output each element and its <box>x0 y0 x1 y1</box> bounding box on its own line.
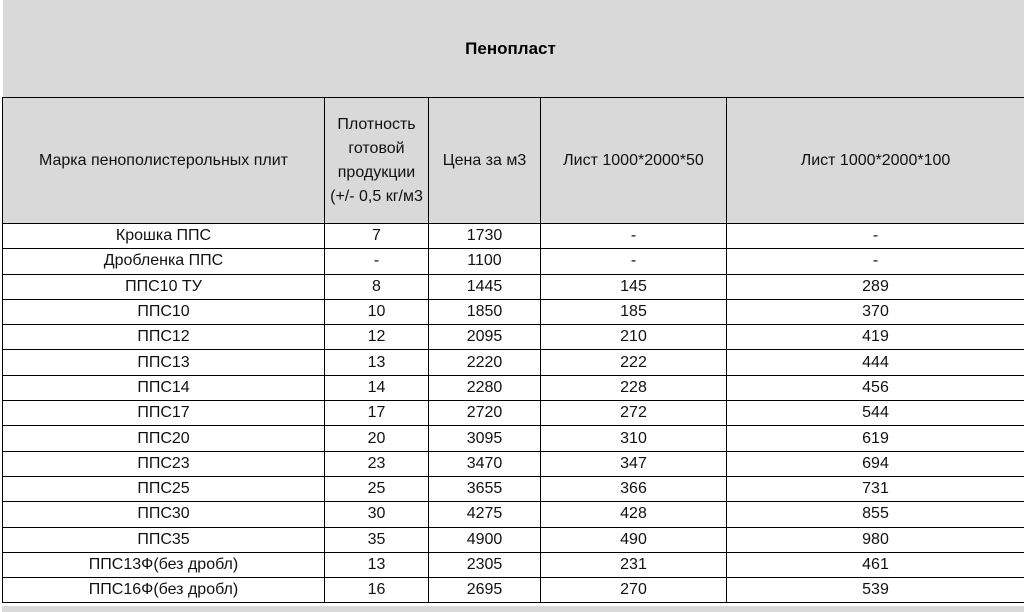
cell-sheet-100: 694 <box>727 451 1024 476</box>
cell-sheet-50: 490 <box>541 527 727 552</box>
table-row <box>3 299 1024 324</box>
price-table <box>2 97 1024 603</box>
cell-brand: ППС13Ф(без дробл) <box>3 552 325 577</box>
cell-brand: ППС10 <box>3 299 325 324</box>
table-body <box>3 224 1024 603</box>
cell-sheet-50: 231 <box>541 552 727 577</box>
cell-sheet-50: 228 <box>541 375 727 400</box>
cell-price: 1850 <box>429 299 541 324</box>
table-row <box>3 249 1024 274</box>
cell-sheet-50: 272 <box>541 401 727 426</box>
cell-brand: ППС16Ф(без дробл) <box>3 578 325 603</box>
cell-density: 35 <box>325 527 429 552</box>
cell-price: 2695 <box>429 578 541 603</box>
cell-sheet-50: - <box>541 249 727 274</box>
table-row <box>3 502 1024 527</box>
cell-sheet-50: 185 <box>541 299 727 324</box>
cell-brand: ППС13 <box>3 350 325 375</box>
cell-sheet-100: 731 <box>727 476 1024 501</box>
cell-sheet-100: 855 <box>727 502 1024 527</box>
cell-sheet-50: 366 <box>541 476 727 501</box>
cell-sheet-50: 222 <box>541 350 727 375</box>
cell-brand: Дробленка ППС <box>3 249 325 274</box>
bottom-band <box>2 606 1024 612</box>
cell-brand: ППС17 <box>3 401 325 426</box>
table-row <box>3 578 1024 603</box>
cell-sheet-100: 461 <box>727 552 1024 577</box>
cell-price: 2095 <box>429 325 541 350</box>
cell-sheet-100: 544 <box>727 401 1024 426</box>
column-header-brand: Марка пенополистерольных плит <box>3 98 325 224</box>
cell-sheet-100: 456 <box>727 375 1024 400</box>
cell-sheet-100: - <box>727 224 1024 249</box>
cell-density: 13 <box>325 350 429 375</box>
cell-sheet-50: 310 <box>541 426 727 451</box>
column-header-sheet-50: Лист 1000*2000*50 <box>541 98 727 224</box>
cell-price: 2305 <box>429 552 541 577</box>
cell-density: 17 <box>325 401 429 426</box>
cell-density: 20 <box>325 426 429 451</box>
cell-price: 4900 <box>429 527 541 552</box>
cell-density: 16 <box>325 578 429 603</box>
cell-sheet-50: 270 <box>541 578 727 603</box>
cell-price: 1445 <box>429 274 541 299</box>
cell-sheet-50: 210 <box>541 325 727 350</box>
cell-brand: ППС20 <box>3 426 325 451</box>
cell-brand: ППС14 <box>3 375 325 400</box>
table-row <box>3 325 1024 350</box>
cell-density: 25 <box>325 476 429 501</box>
column-header-price: Цена за м3 <box>429 98 541 224</box>
header-row <box>3 98 1024 224</box>
cell-sheet-50: 428 <box>541 502 727 527</box>
table-row <box>3 552 1024 577</box>
cell-price: 1730 <box>429 224 541 249</box>
cell-density: 30 <box>325 502 429 527</box>
table-row <box>3 451 1024 476</box>
cell-density: 14 <box>325 375 429 400</box>
cell-brand: ППС12 <box>3 325 325 350</box>
cell-brand: ППС23 <box>3 451 325 476</box>
cell-sheet-100: 980 <box>727 527 1024 552</box>
page-title: Пенопласт <box>465 38 556 58</box>
cell-price: 1100 <box>429 249 541 274</box>
cell-density: 7 <box>325 224 429 249</box>
cell-sheet-100: 444 <box>727 350 1024 375</box>
cell-price: 2720 <box>429 401 541 426</box>
cell-density: 8 <box>325 274 429 299</box>
cell-sheet-50: 347 <box>541 451 727 476</box>
table-row <box>3 375 1024 400</box>
cell-sheet-100: 370 <box>727 299 1024 324</box>
cell-price: 4275 <box>429 502 541 527</box>
cell-price: 3655 <box>429 476 541 501</box>
cell-brand: ППС25 <box>3 476 325 501</box>
cell-sheet-100: 619 <box>727 426 1024 451</box>
cell-sheet-100: 539 <box>727 578 1024 603</box>
cell-brand: ППС30 <box>3 502 325 527</box>
cell-price: 2220 <box>429 350 541 375</box>
cell-density: 13 <box>325 552 429 577</box>
cell-price: 3470 <box>429 451 541 476</box>
table-row <box>3 274 1024 299</box>
title-band <box>3 0 1024 97</box>
cell-brand: Крошка ППС <box>3 224 325 249</box>
table-row <box>3 476 1024 501</box>
table-row <box>3 401 1024 426</box>
cell-price: 3095 <box>429 426 541 451</box>
cell-sheet-100: 289 <box>727 274 1024 299</box>
column-header-sheet-100: Лист 1000*2000*100 <box>727 98 1024 224</box>
table-row <box>3 426 1024 451</box>
cell-density: 10 <box>325 299 429 324</box>
cell-price: 2280 <box>429 375 541 400</box>
cell-density: 23 <box>325 451 429 476</box>
cell-brand: ППС10 ТУ <box>3 274 325 299</box>
cell-sheet-50: - <box>541 224 727 249</box>
cell-sheet-50: 145 <box>541 274 727 299</box>
cell-brand: ППС35 <box>3 527 325 552</box>
cell-sheet-100: - <box>727 249 1024 274</box>
table-row <box>3 527 1024 552</box>
table-row <box>3 224 1024 249</box>
table-row <box>3 350 1024 375</box>
cell-sheet-100: 419 <box>727 325 1024 350</box>
cell-density: - <box>325 249 429 274</box>
column-header-density: Плотность готовой продукции (+/- 0,5 кг/м3 <box>325 98 429 224</box>
cell-density: 12 <box>325 325 429 350</box>
